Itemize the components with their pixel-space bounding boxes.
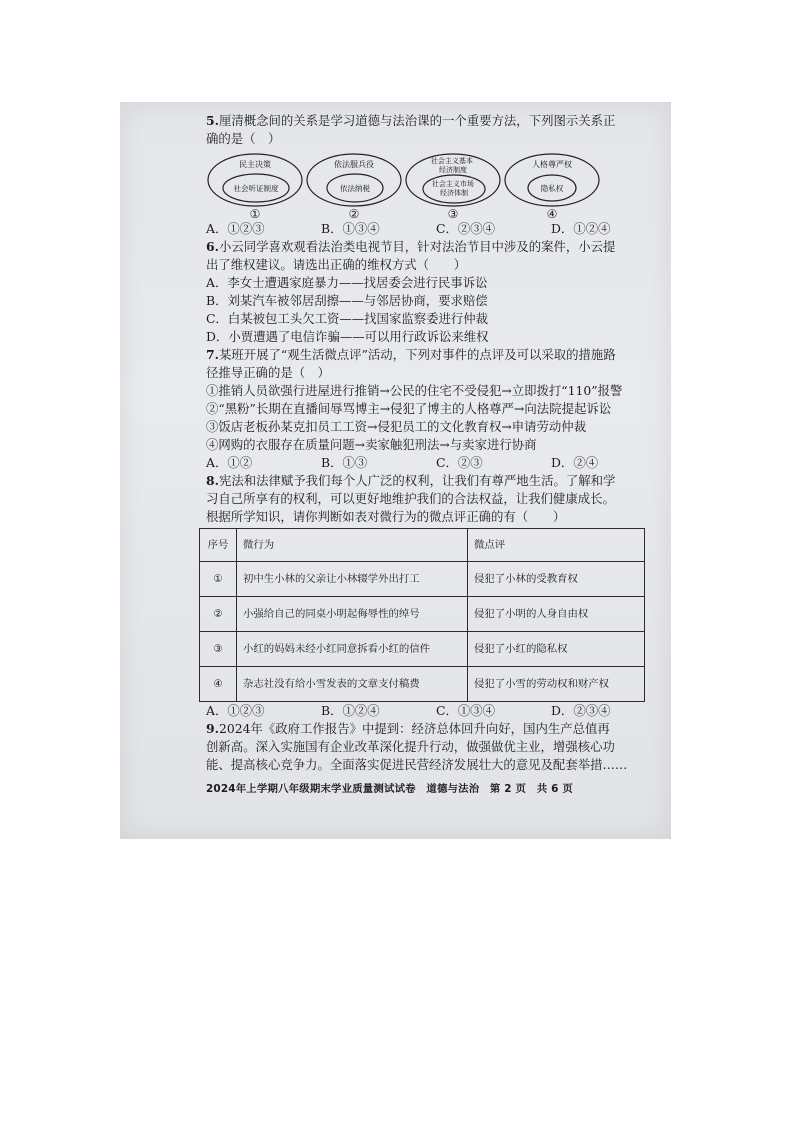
q9-line1 [206, 720, 666, 738]
q9-text: 2024年《政府工作报告》中提到：经济总体回升向好，国内生产总值再 [218, 721, 610, 736]
row-comment: 侵犯了小红的隐私权 [468, 632, 645, 667]
q7-option-d[interactable]: D．②④ [551, 455, 599, 470]
diagram-2 [305, 152, 403, 220]
row-index: ② [200, 597, 237, 632]
header-comment: 微点评 [468, 529, 645, 562]
q8-line2: 习自己所享有的权利，可以更好地维护我们的合法权益，让我们健康成长。 [206, 491, 615, 506]
row-comment: 侵犯了小雪的劳动权和财产权 [468, 667, 645, 702]
diagram-3-outer: 社会主义基本 经济制度 [430, 157, 473, 174]
q5-option-d[interactable]: D．①②④ [551, 221, 611, 236]
row-behavior: 杂志社没有给小雪发表的文章支付稿费 [237, 667, 468, 702]
row-index: ③ [200, 632, 237, 667]
q7-options [206, 454, 666, 472]
q5-options [206, 220, 666, 238]
row-comment: 侵犯了小明的人身自由权 [468, 597, 645, 632]
diagram-4-number: ④ [546, 207, 558, 221]
row-behavior: 初中生小林的父亲让小林辍学外出打工 [237, 562, 468, 597]
q8-option-b[interactable]: B．①②④ [321, 703, 380, 718]
diagram-1 [206, 152, 304, 220]
q8-option-a[interactable]: A．①②③ [206, 703, 265, 718]
row-index: ① [200, 562, 237, 597]
diagram-4-inner: 隐私权 [540, 184, 564, 193]
q7-option-a[interactable]: A．①② [206, 455, 253, 470]
q5-option-b[interactable]: B．①③④ [321, 221, 380, 236]
q8-text: 宪法和法律赋予我们每个人广泛的权利，让我们有尊严地生活。了解和学 [218, 473, 616, 488]
q8-table [199, 528, 645, 702]
q8-line1 [206, 472, 666, 490]
diagram-3 [404, 152, 502, 220]
q9-line2: 创新高。深入实施国有企业改革深化提升行动，做强做优主业，增强核心功 [206, 739, 615, 754]
q7-option-c[interactable]: C．②③ [436, 455, 483, 470]
row-comment: 侵犯了小林的受教育权 [468, 562, 645, 597]
table-row [200, 632, 645, 667]
q8-options [206, 702, 666, 720]
q6-line2: 出了维权建议。请选出正确的维权方式（ ） [206, 257, 467, 272]
table-row [200, 667, 645, 702]
diagram-1-outer: 民主决策 [239, 160, 271, 169]
header-index: 序号 [200, 529, 237, 562]
q9-line3: 能、提高核心竞争力。全面落实促进民营经济发展壮大的意见及配套举措…… [206, 757, 628, 772]
diagram-1-inner: 社会听证制度 [233, 184, 279, 193]
q7-number: 7. [206, 347, 219, 362]
q5-line2: 确的是（ ） [206, 131, 281, 146]
diagram-3-inner: 社会主义市场 经济体制 [431, 180, 474, 197]
diagram-4-outer: 人格尊严权 [532, 160, 572, 169]
q7-option-b[interactable]: B．①③ [321, 455, 368, 470]
q6-number: 6. [206, 239, 219, 254]
page-footer: 2024年上学期八年级期末学业质量测试试卷 道德与法治 第 2 页 共 6 页 [206, 783, 573, 795]
diagram-2-outer: 依法服兵役 [334, 160, 374, 169]
header-behavior: 微行为 [237, 529, 468, 562]
q7-item-3: ③饭店老板孙某克扣员工工资→侵犯员工的文化教育权→申请劳动仲裁 [206, 419, 587, 434]
q7-item-4: ④网购的衣服存在质量问题→卖家触犯刑法→与卖家进行协商 [206, 437, 537, 452]
q5-line1 [206, 112, 666, 130]
row-index: ④ [200, 667, 237, 702]
q8-option-c[interactable]: C．①③④ [436, 703, 496, 718]
q5-number: 5. [206, 113, 219, 128]
q8-line3: 根据所学知识，请你判断如表对微行为的微点评正确的有（ ） [206, 509, 566, 524]
q7-item-2: ②“黑粉”长期在直播间辱骂博主→侵犯了博主的人格尊严→向法院提起诉讼 [206, 401, 612, 416]
exam-content [206, 112, 666, 798]
row-behavior: 小红的妈妈未经小红同意拆看小红的信件 [237, 632, 468, 667]
q7-text: 某班开展了“观生活微点评”活动，下列对事件的点评及可以采取的措施路 [218, 347, 616, 362]
q5-diagrams [206, 152, 601, 220]
q6-line1 [206, 238, 666, 256]
photographed-exam-page [120, 102, 671, 839]
q6-option-a[interactable]: A．李女士遭遇家庭暴力——找居委会进行民事诉讼 [206, 275, 488, 290]
q5-option-a[interactable]: A．①②③ [206, 221, 265, 236]
q8-option-d[interactable]: D．②③④ [551, 703, 611, 718]
row-behavior: 小强给自己的同桌小明起侮辱性的绰号 [237, 597, 468, 632]
q7-item-1: ①推销人员欲强行进屋进行推销→公民的住宅不受侵犯→立即拨打“110”报警 [206, 383, 623, 398]
table-row [200, 562, 645, 597]
diagram-3-number: ③ [447, 207, 459, 221]
q6-option-b[interactable]: B．刘某汽车被邻居刮擦——与邻居协商，要求赔偿 [206, 293, 488, 308]
q9-number: 9. [206, 721, 219, 736]
q8-number: 8. [206, 473, 219, 488]
diagram-1-number: ① [249, 207, 261, 221]
q6-option-d[interactable]: D．小贾遭遇了电信诈骗——可以用行政诉讼来维权 [206, 329, 489, 344]
q7-line1 [206, 346, 666, 364]
q7-line2: 径推导正确的是（ ） [206, 365, 330, 380]
diagram-4 [503, 152, 601, 220]
q6-option-c[interactable]: C．白某被包工头欠工资——找国家监察委进行仲裁 [206, 311, 489, 326]
q6-text: 小云同学喜欢观看法治类电视节目，针对法治节目中涉及的案件，小云提 [218, 239, 616, 254]
diagram-2-inner: 依法纳税 [340, 184, 370, 193]
q5-option-c[interactable]: C．②③④ [436, 221, 496, 236]
table-row [200, 597, 645, 632]
table-header-row [200, 529, 645, 562]
diagram-2-number: ② [348, 207, 360, 221]
q5-text: 厘清概念间的关系是学习道德与法治课的一个重要方法，下列图示关系正 [218, 113, 616, 128]
